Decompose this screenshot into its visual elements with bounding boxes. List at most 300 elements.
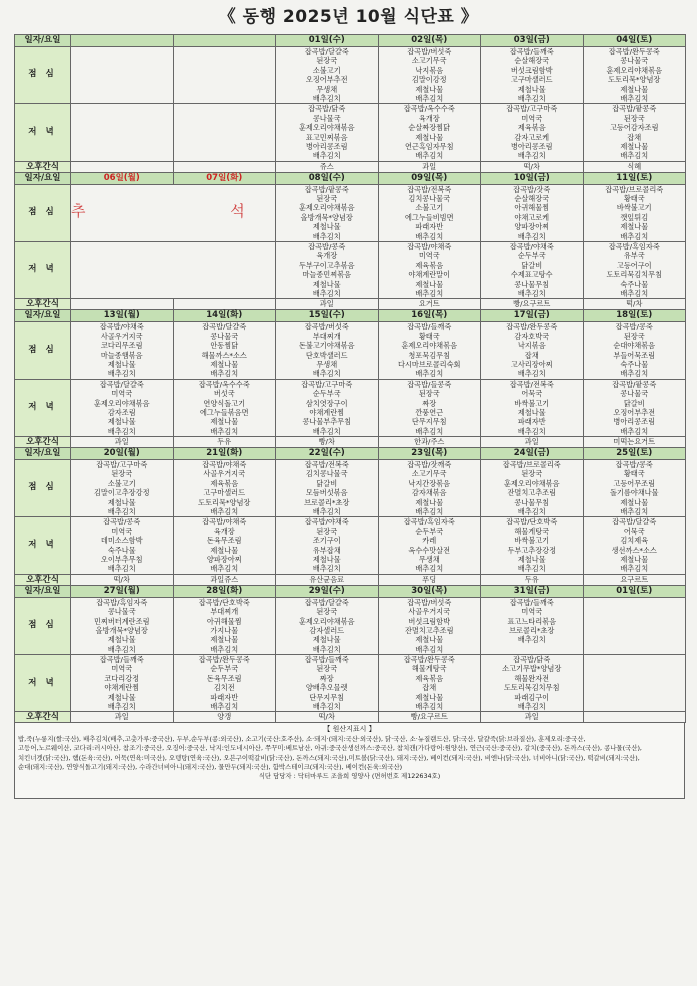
snack-cell: 식혜 [583,161,686,172]
menu-item: 배추김치 [415,151,444,161]
menu-item: 배추김치 [517,507,546,517]
menu-item: 배추김치 [517,564,546,574]
menu-item: 배추김치 [312,644,341,654]
menu-cell [71,460,174,517]
menu-item: 잡곡밥/콩죽 [615,460,653,470]
menu-item: 잡곡밥/팥콩죽 [612,104,657,114]
menu-item: 배추김치 [415,702,444,712]
menu-item: 제철나물 [415,132,444,142]
menu-item: 배추김치 [415,369,444,379]
menu-item: 된장국 [418,389,440,399]
menu-item: 훈제오리야채볶음 [298,616,355,626]
menu-item: 된장국 [316,194,338,204]
menu-item: 제철나물 [312,554,341,564]
menu-item: 고사리장아찌 [510,359,553,369]
origin-legend-line: 밥,죽(누룽지(쌀:국산), 배추김치(배추,고춧가루:중국산), 두부,순두부(콩:외국산), 소고기(국산:호주산), 소·돼지·(돼지:국산·외국산), 닭·국산, 소·뉴질랜드산, 닭:국산, 달걀죽(닭:브라질산), 훈제오리:중국산, [18,734,586,743]
menu-item [174,85,276,94]
origin-legend-title: 【 원산지표시 】 [323,725,376,734]
menu-item: 된장국 [623,331,645,341]
menu-item: 김치콩나물국 [305,469,348,479]
snack-label: 오후간식 [15,299,71,310]
menu-item: 잡곡밥/달걀죽 [202,322,247,332]
week-header-row [15,35,686,47]
menu-item: 김치콩나물국 [408,194,451,204]
menu-item: 버섯크림함박 [510,65,553,75]
menu-item: 잡곡밥/야채죽 [202,517,247,527]
origin-legend-line: 순대(돼지:국산), 연양식돌고기(돼지:국산), 수라간너비아니(돼지:국산), 물만두(돼지:국산), 함박스테이크(돼지:국산), 베이컨(돈육:외국산) [18,763,403,772]
menu-item: 잡곡밥/야채죽 [509,242,554,252]
menu-cell [481,379,584,436]
menu-item: 배추김치 [517,635,546,645]
menu-item: 배추김치 [620,426,649,436]
menu-item [584,635,686,644]
menu-item: 무생채 [316,84,338,94]
menu-item [174,56,276,65]
menu-item [584,664,686,673]
menu-item: 제육볶음 [415,260,444,270]
menu-item: 잡곡밥/달걀죽 [99,379,144,389]
day-header: 20일(월) [71,448,174,460]
menu-item: 배추김치 [517,702,546,712]
menu-item: 두부구이고추볶음 [298,260,355,270]
snack-cell: 쥬스 [276,161,379,172]
menu-item: 배추김치 [312,288,341,298]
menu-item: 감자고로케 [514,132,550,142]
menu-item: 배추김치 [620,231,649,241]
menu-item: 단호박샐러드 [305,350,348,360]
snack-cell [71,161,174,172]
menu-item: 배추김치 [620,151,649,161]
menu-item: 잡곡밥/브로콜리죽 [605,184,664,194]
menu-item [584,655,686,664]
menu-item: 파래자반 [517,417,546,427]
day-header: 02일(목) [378,35,481,47]
dinner-label: 저 녁 [15,104,71,161]
menu-item: 야채계란찜 [104,683,140,693]
lunch-row [15,47,686,104]
snack-cell: 요거트 [378,299,481,310]
day-header: 25일(토) [583,448,686,460]
menu-cell [276,322,379,379]
menu-item: 잡곡밥/흑임자죽 [96,597,148,607]
menu-item: 잡곡밥/흑임자죽 [403,517,455,527]
day-header: 24일(금) [481,448,584,460]
menu-item [71,47,173,56]
menu-item: 숙주나물 [620,279,649,289]
snack-label: 오후간식 [15,437,71,448]
menu-item: 잡곡밥/야채죽 [304,517,349,527]
lunch-label: 점 심 [15,322,71,379]
menu-item: 잡곡밥/들콩죽 [407,379,452,389]
menu-item: 잡곡밥/완두콩죽 [198,655,250,665]
snack-cell [173,161,276,172]
menu-item: 배추김치 [107,644,136,654]
menu-item [174,123,276,132]
menu-item: 제철나물 [415,497,444,507]
menu-item: 제철나물 [415,635,444,645]
menu-item: 닭갈비 [316,478,338,488]
day-header: 11일(토) [583,172,686,184]
menu-item: 병아리콩조림 [613,417,656,427]
menu-item: 순두부국 [415,526,444,536]
dietitian-signature: 식단 담당자 : 닥터마루드 조을희 영양사 (면허번호 제122634호) [258,772,441,781]
day-header: 30일(목) [378,585,481,597]
menu-item: 잡곡밥/달걀죽 [304,47,349,56]
menu-item: 배추김치 [415,288,444,298]
day-header: 08일(수) [276,172,379,184]
menu-item: 콩나물국 [620,389,649,399]
menu-item: 민찌버터계란조림 [93,616,150,626]
menu-cell [481,47,584,104]
week-header-row [15,585,686,597]
menu-item: 코다리무조림 [100,341,143,351]
menu-item: 훈제오리야채볶음 [401,341,458,351]
menu-cell [378,184,481,241]
menu-item: 잡곡밥/완두콩죽 [506,322,558,332]
snack-cell: 유산균음료 [276,574,379,585]
menu-item: 잡곡밥/달걀죽 [612,517,657,527]
menu-item [174,104,276,113]
menu-item: 잡곡밥/야채죽 [407,242,452,252]
menu-item: 잡곡밥/전복죽 [304,460,349,470]
menu-cell [378,242,481,299]
menu-item: 배추김치 [210,702,239,712]
menu-item: 아귀해물찜 [206,616,242,626]
snack-row [15,161,686,172]
menu-item: 사골우거지국 [408,607,451,617]
menu-item: 제철나물 [107,635,136,645]
day-header [71,35,174,47]
menu-item: 콩나물무침 [514,279,550,289]
menu-item: 해물게탕국 [514,526,550,536]
menu-cell [71,104,174,161]
menu-item: 양파장아찌 [206,554,242,564]
menu-item: 돌기름야채나물 [609,488,659,498]
menu-cell [71,379,174,436]
menu-item: 돈육무조림 [206,673,242,683]
menu-item: 배추김치 [517,93,546,103]
menu-item: 닭갈비 [623,398,645,408]
menu-item: 황태국 [623,469,645,479]
menu-item: 아귀해물찜 [514,203,550,213]
menu-item: 잔멸치고추조림 [507,488,557,498]
menu-item: 제철나물 [210,417,239,427]
menu-item: 깻잎튀김 [620,212,649,222]
menu-item: 제철나물 [210,635,239,645]
menu-item [71,123,173,132]
menu-item: 배추김치 [415,564,444,574]
menu-item: 돈불고기야채볶음 [298,341,355,351]
menu-item: 제철나물 [107,359,136,369]
menu-item [174,75,276,84]
menu-item: 순두부국 [517,251,546,261]
menu-item: 잡곡밥/잣깨죽 [407,460,452,470]
date-label: 일자/요일 [15,310,71,322]
menu-item: 카레 [422,536,437,546]
menu-item [584,617,686,626]
menu-item: 고구마샐러드 [203,488,246,498]
snack-cell [173,299,276,310]
menu-item: 양배추오믈렛 [305,683,348,693]
menu-item: 해물까스*소스 [201,350,247,360]
snack-cell: 과일 [481,712,584,723]
snack-cell: 과일 [378,161,481,172]
menu-item [584,702,686,711]
menu-item [71,85,173,94]
lunch-row [15,184,686,241]
menu-item: 병아리콩조림 [305,141,348,151]
menu-item [481,645,583,654]
menu-item: 양파장아찌 [514,222,550,232]
menu-item: 된장국 [316,526,338,536]
day-header: 15일(수) [276,310,379,322]
holiday-cell [71,184,315,241]
menu-cell [173,597,276,654]
menu-item: 잡곡밥/전복죽 [407,184,452,194]
snack-cell: 빵/요구르트 [378,712,481,723]
menu-item: 배추김치 [312,231,341,241]
menu-item: 잡곡밥/야채죽 [202,460,247,470]
menu-item: 제철나물 [415,84,444,94]
snack-cell: 요구르트 [583,574,686,585]
menu-item: 된장국 [316,664,338,674]
menu-item: 훈제오리야채볶음 [298,123,355,133]
menu-item: 소고기무국 [411,56,447,66]
snack-row [15,437,686,448]
menu-cell [71,322,174,379]
menu-item: 된장국 [111,469,133,479]
menu-item: 다시마브로콜리숙회 [398,359,461,369]
menu-item: 제육볶음 [210,478,239,488]
lunch-label: 점 심 [15,597,71,654]
menu-item: 배추김치 [415,644,444,654]
day-header: 14일(화) [173,310,276,322]
menu-item: 배추김치 [517,231,546,241]
menu-item: 어묵국 [623,526,645,536]
menu-item: 낙지볶음 [415,65,444,75]
lunch-label: 점 심 [15,460,71,517]
menu-item: 배추김치 [312,507,341,517]
menu-item [584,598,686,607]
menu-cell [276,460,379,517]
snack-cell: 한과/주스 [378,437,481,448]
menu-item: 배추김치 [620,288,649,298]
menu-item: 잡곡밥/닭죽 [308,104,346,114]
menu-item: 김말이고추장강정 [93,488,150,498]
menu-cell [378,597,481,654]
menu-cell [276,597,379,654]
menu-item: 제철나물 [107,497,136,507]
menu-item: 올방개묵*양념장 [95,625,148,635]
day-header: 18일(토) [583,310,686,322]
menu-cell [71,655,174,712]
menu-item: 잡곡밥/팥콩죽 [612,379,657,389]
menu-item: 배추김치 [210,564,239,574]
menu-item: 순두부국 [312,389,341,399]
menu-item: 잡곡밥/들깨죽 [407,322,452,332]
menu-item: 제철나물 [312,279,341,289]
snack-cell: 떡/차 [276,712,379,723]
menu-item: 제철나물 [517,554,546,564]
menu-item: 연근흑임자무침 [404,141,454,151]
menu-item: 닭갈비 [521,260,543,270]
menu-item: 유부잡채 [312,545,341,555]
snack-row [15,574,686,585]
menu-item: 훈제오리야채볶음 [93,398,150,408]
menu-item: 콩나물국 [620,56,649,66]
menu-item: 해물완자전 [514,673,550,683]
menu-item: 모듬버섯볶음 [305,488,348,498]
menu-item: 잡곡밥/팥콩죽 [304,184,349,194]
menu-item: 잡곡밥/완두콩죽 [608,47,660,56]
menu-item: 배추김치 [312,564,341,574]
menu-item: 제철나물 [312,222,341,232]
menu-item: 김치제육 [620,536,649,546]
menu-item: 미역국 [521,113,543,123]
menu-item: 연양식돌고기 [203,398,246,408]
dinner-row [15,242,686,299]
menu-item: 잡곡밥/야채죽 [99,322,144,332]
week-header-row [15,448,686,460]
menu-item: 콩나물국 [312,113,341,123]
menu-cell [583,322,686,379]
snack-cell: 과일 [276,299,379,310]
menu-item: 깐풍연근 [415,407,444,417]
menu-item: 제철나물 [107,692,136,702]
snack-label: 오후간식 [15,712,71,723]
menu-item: 제철나물 [517,407,546,417]
snack-row [15,712,686,723]
menu-item: 표고민찌볶음 [305,132,348,142]
menu-cell [276,655,379,712]
menu-cell [173,517,276,574]
menu-cell [481,655,584,712]
menu-item: 김치전 [213,683,235,693]
menu-item: 배추김치 [107,564,136,574]
menu-item: 버섯크림함박 [408,616,451,626]
menu-item: 제철나물 [517,84,546,94]
menu-cell [583,460,686,517]
snack-cell: 떡/차 [71,574,174,585]
snack-cell: 두유 [481,574,584,585]
menu-item: 고등어구이 [616,260,652,270]
day-header: 23일(목) [378,448,481,460]
snack-cell: 과일 [71,437,174,448]
day-header: 04일(토) [583,35,686,47]
menu-cell [583,379,686,436]
menu-item: 단무지무침 [411,417,447,427]
menu-item: 잡곡밥/콩죽 [615,322,653,332]
menu-item: 소고기무국 [411,469,447,479]
menu-cell [276,517,379,574]
menu-item: 콩나물부추무침 [302,417,352,427]
menu-item: 도토리묵*양념장 [608,75,661,85]
menu-item: 된장국 [521,469,543,479]
menu-item: 병아리콩조림 [510,141,553,151]
menu-item: 생선까스*소스 [611,545,657,555]
menu-cell [378,517,481,574]
menu-item: 잡곡밥/닭죽 [513,655,551,665]
menu-item: 감자호박국 [514,331,550,341]
menu-item: 조기구이 [312,536,341,546]
menu-item: 바싹불고기 [616,203,652,213]
menu-item: 된장국 [316,56,338,66]
menu-cell [481,104,584,161]
date-label: 일자/요일 [15,448,71,460]
menu-item: 배추김치 [107,369,136,379]
week-header-row [15,310,686,322]
menu-item: 바싹불고기 [514,398,550,408]
day-header: 03일(금) [481,35,584,47]
menu-item: 배추김치 [415,426,444,436]
lunch-label: 점 심 [15,184,71,241]
menu-item: 배추김치 [210,369,239,379]
menu-item: 제철나물 [620,84,649,94]
menu-item: 잡곡밥/잣죽 [513,184,551,194]
menu-item: 배추김치 [517,288,546,298]
menu-item: 배추김치 [107,507,136,517]
menu-item: 배추김치 [620,93,649,103]
menu-item: 육개장 [316,251,338,261]
menu-item: 잡곡밥/고구마죽 [506,104,558,114]
menu-item: 배추김치 [312,93,341,103]
menu-item: 잡곡밥/들깨죽 [304,655,349,665]
menu-item [71,104,173,113]
menu-item: 도토리묵김치무침 [606,270,663,280]
menu-cell [71,597,174,654]
menu-item: 마늘종햄볶음 [100,350,143,360]
menu-item: 배추김치 [312,702,341,712]
menu-item: 제철나물 [312,635,341,645]
menu-item [174,47,276,56]
snack-cell [583,712,686,723]
holiday-cell [71,242,276,299]
menu-item: 숙주나물 [107,545,136,555]
origin-legend [14,723,685,799]
menu-item: 파래자반 [415,222,444,232]
dinner-row [15,655,686,712]
menu-cell [583,655,686,712]
menu-item: 제육볶음 [415,673,444,683]
menu-item [71,133,173,142]
day-header: 01일(수) [276,35,379,47]
menu-item [174,151,276,160]
menu-item: 단무지무침 [309,692,345,702]
menu-cell [71,517,174,574]
menu-item: 배추김치 [620,369,649,379]
menu-item: 고등어감자조림 [609,123,659,133]
menu-cell [481,597,584,654]
menu-cell [173,104,276,161]
menu-item: 황태국 [623,194,645,204]
menu-item: 잡곡밥/완두콩죽 [403,655,455,665]
lunch-row [15,597,686,654]
snack-cell: 과일쥬스 [173,574,276,585]
snack-cell [71,299,174,310]
menu-item: 잡곡밥/고구마죽 [96,460,148,470]
menu-item: 잡곡밥/고구마죽 [301,379,353,389]
menu-item: 배추김치 [312,151,341,161]
menu-item: 제철나물 [107,417,136,427]
menu-item: 미역국 [418,251,440,261]
menu-item: 야채계란말이 [408,270,451,280]
menu-cell [481,517,584,574]
menu-item: 미역국 [111,526,133,536]
dinner-label: 저 녁 [15,242,71,299]
day-header: 31일(금) [481,585,584,597]
menu-cell [378,460,481,517]
menu-item [71,114,173,123]
